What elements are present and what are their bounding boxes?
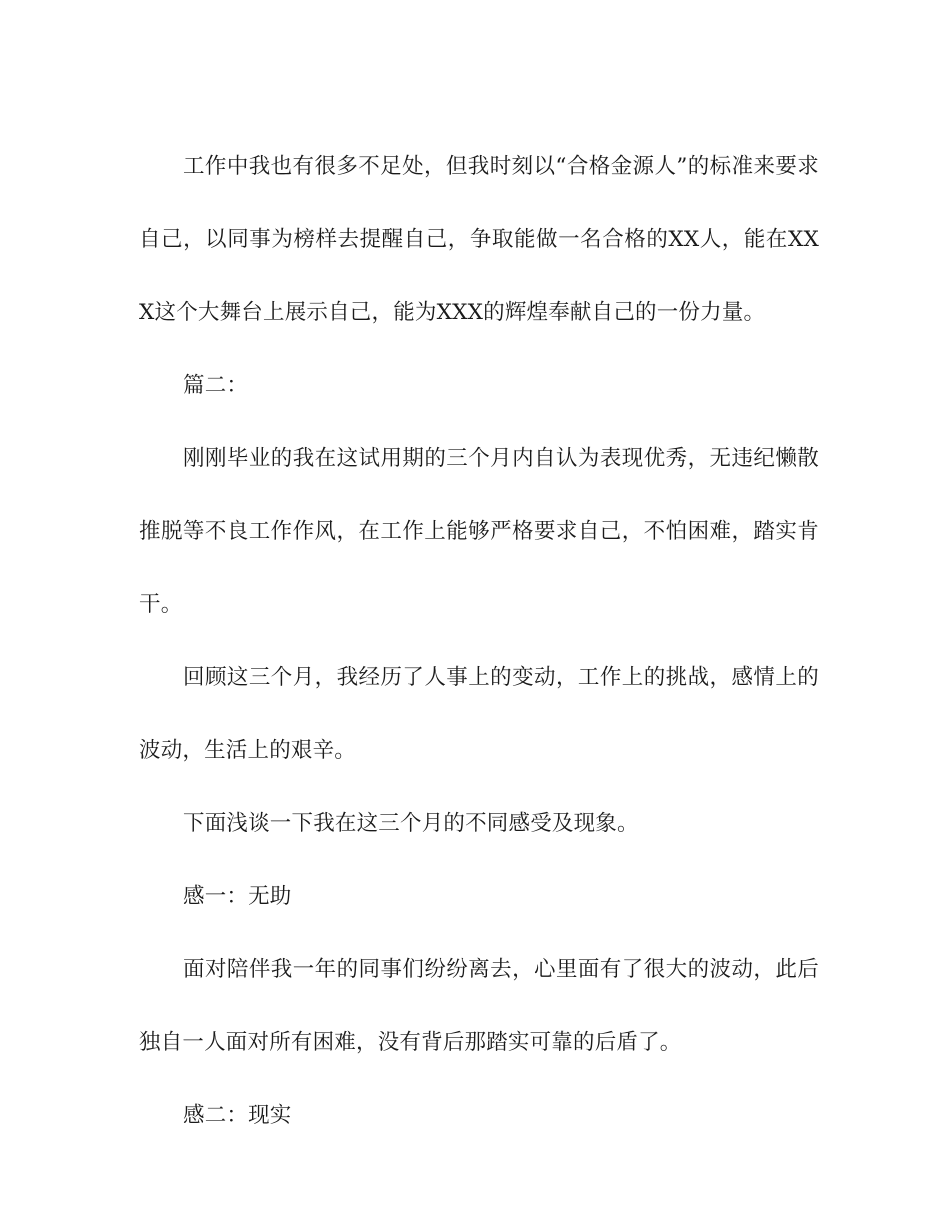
paragraph-3: 回顾这三个月，我经历了人事上的变动，工作上的挑战，感情上的波动，生活上的艰辛。 — [139, 665, 819, 763]
document-body — [139, 130, 819, 1152]
section-heading-part-two: 篇二： — [183, 373, 249, 398]
subheading-feeling-two: 感二：现实 — [183, 1103, 292, 1128]
subheading-feeling-one: 感一：无助 — [183, 884, 292, 909]
paragraph-1: 工作中我也有很多不足处，但我时刻以“合格金源人”的标准来要求自己，以同事为榜样去提醒自己，争取能做一名合格的XX人，能在XXX这个大舞台上展示自己，能为XXX的辉煌奉献自己的一份力量。 — [139, 154, 819, 325]
paragraph-5: 面对陪伴我一年的同事们纷纷离去，心里面有了很大的波动，此后独自一人面对所有困难，没有背后那踏实可靠的后盾了。 — [139, 957, 819, 1055]
paragraph-4: 下面浅谈一下我在这三个月的不同感受及现象。 — [183, 811, 639, 836]
paragraph-2: 刚刚毕业的我在这试用期的三个月内自认为表现优秀，无违纪懒散推脱等不良工作作风，在工作上能够严格要求自己，不怕困难，踏实肯干。 — [139, 446, 819, 617]
